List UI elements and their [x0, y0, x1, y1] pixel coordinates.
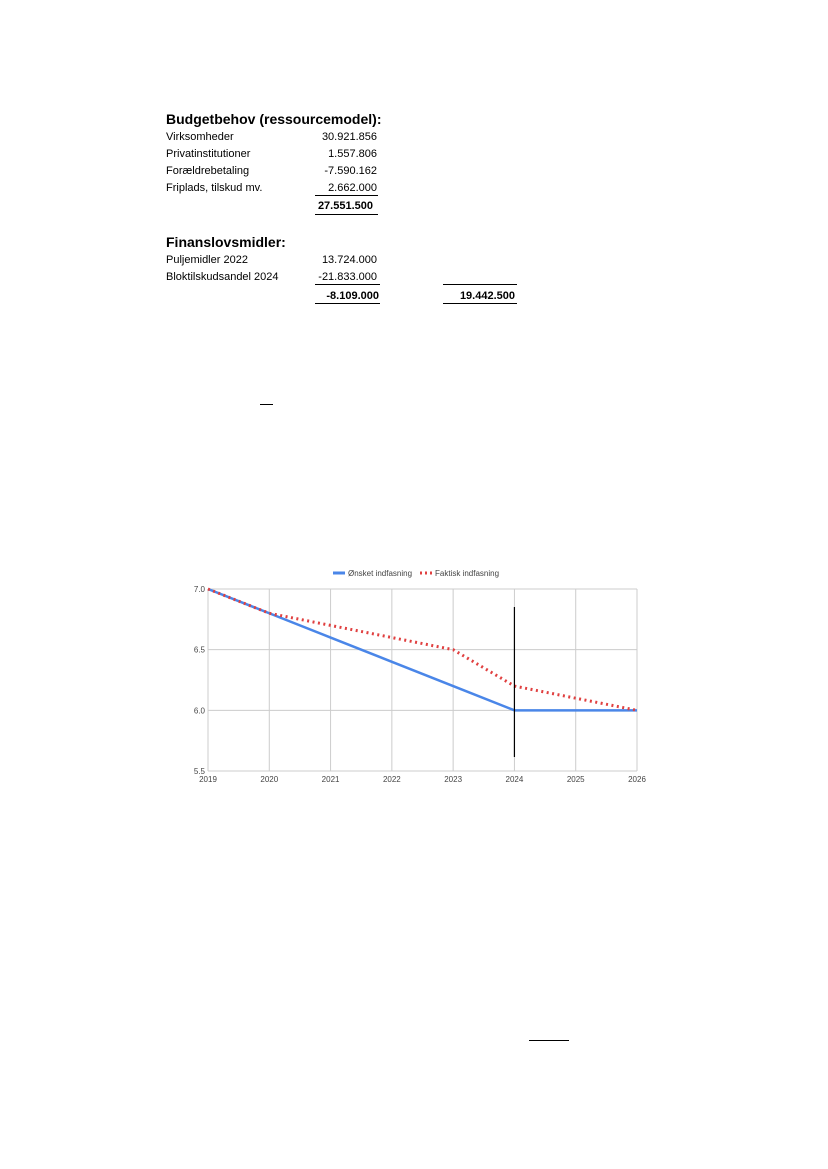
y-tick-label: 5.5	[193, 767, 205, 776]
indfasning-line-chart	[170, 560, 660, 800]
finans-row-value: -21.833.000	[318, 271, 377, 283]
budget-row-value: -7.590.162	[324, 165, 377, 177]
grand-total-top-rule	[443, 284, 517, 285]
budget-row-value: 1.557.806	[328, 148, 377, 160]
y-axis-ticks	[194, 585, 206, 776]
finans-total: -8.109.000	[326, 290, 379, 302]
chart-grid	[208, 589, 637, 771]
total-underline	[315, 214, 378, 215]
budget-row-label: Virksomheder	[166, 131, 234, 143]
x-tick-label: 2026	[628, 775, 646, 784]
x-tick-label: 2019	[199, 775, 217, 784]
x-tick-label: 2025	[566, 775, 585, 784]
subtotal-rule	[315, 195, 378, 196]
x-tick-label: 2021	[321, 775, 340, 784]
legend-label-faktisk: Faktisk indfasning	[435, 569, 500, 578]
y-tick-label: 7.0	[193, 585, 205, 594]
legend-label-oensket: Ønsket indfasning	[348, 569, 413, 578]
text-underline-mark	[260, 404, 273, 405]
finans-row-label: Bloktilskudsandel 2024	[166, 271, 279, 283]
grand-total: 19.442.500	[459, 290, 515, 302]
x-tick-label: 2022	[382, 775, 401, 784]
budget-row-value: 30.921.856	[321, 131, 377, 143]
budget-row-label: Forældrebetaling	[166, 165, 250, 177]
x-axis-ticks	[199, 775, 646, 784]
finans-row-label: Puljemidler 2022	[166, 254, 248, 266]
total-underline	[315, 303, 380, 304]
x-tick-label: 2020	[260, 775, 279, 784]
budget-heading: Budgetbehov (ressourcemodel):	[166, 111, 382, 127]
x-tick-label: 2024	[505, 775, 524, 784]
chart-legend	[333, 569, 499, 578]
finans-heading: Finanslovsmidler:	[166, 234, 286, 250]
subtotal-rule	[315, 284, 380, 285]
budget-total: 27.551.500	[317, 200, 373, 212]
budget-row-label: Friplads, tilskud mv.	[166, 182, 263, 194]
budget-row-value: 2.662.000	[328, 182, 377, 194]
budget-row-label: Privatinstitutioner	[166, 148, 251, 160]
finans-row-value: 13.724.000	[321, 254, 377, 266]
x-tick-label: 2023	[444, 775, 463, 784]
text-underline-mark	[529, 1040, 569, 1041]
y-tick-label: 6.5	[193, 645, 205, 655]
y-tick-label: 6.0	[193, 706, 205, 716]
grand-total-underline	[443, 303, 517, 304]
